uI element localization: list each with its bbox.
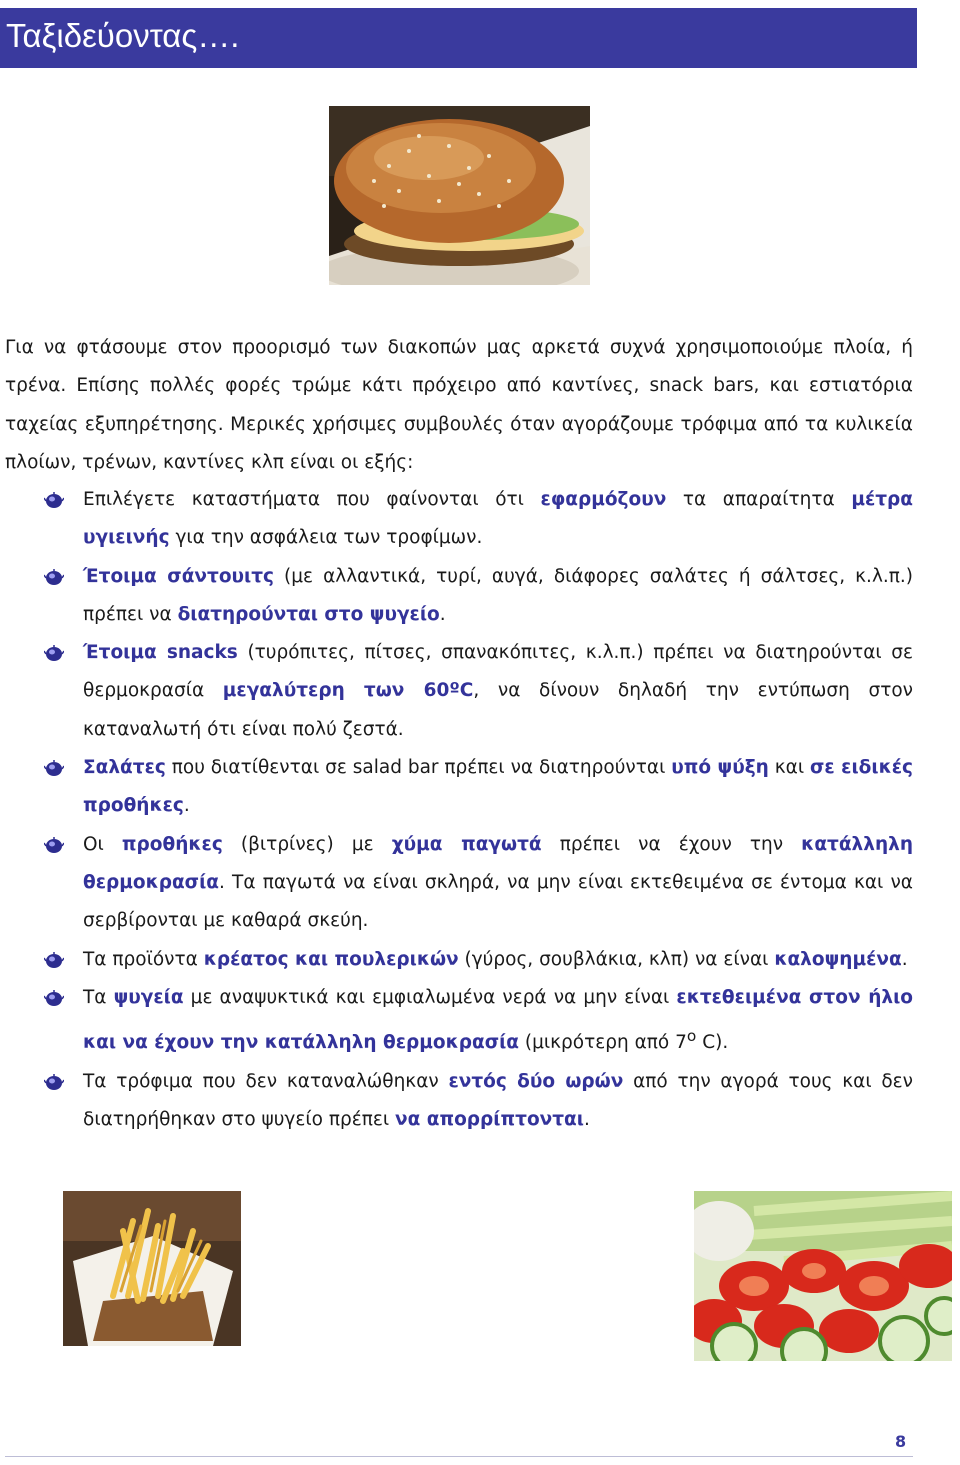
item-highlight: Έτοιμα snacks: [83, 642, 238, 664]
item-highlight: εκτεθειμένα στον ήλιο και να έχουν την κατάλληλη θερμοκρασία: [83, 986, 913, 1054]
item-text: από την αγορά τους και δεν διατηρήθηκαν στο ψυγείο πρέπει: [83, 1070, 913, 1130]
bullet-icon: [44, 952, 64, 970]
burger-photo: [329, 106, 590, 285]
bullet-icon: [44, 990, 64, 1008]
item-highlight: σε ειδικές προθήκες: [83, 757, 913, 817]
salad-photo: [694, 1191, 952, 1361]
item-highlight: χύμα παγωτά: [391, 833, 542, 855]
item-text: (βιτρίνες) με: [222, 833, 392, 855]
item-text: που διατίθενται σε salad bar πρέπει να διατηρούνται: [165, 757, 672, 779]
item-text: Οι: [83, 833, 122, 855]
item-text: με αναψυκτικά και εμφιαλωμένα νερά να μην είναι: [183, 986, 677, 1008]
item-highlight: προθήκες: [121, 833, 223, 855]
item-text: Τα τρόφιμα που δεν καταναλώθηκαν: [83, 1070, 449, 1092]
bullet-icon: [44, 1074, 64, 1092]
item-highlight: Σαλάτες: [83, 757, 166, 779]
item-highlight: ψυγεία: [113, 986, 184, 1008]
bullet-icon: [44, 569, 64, 587]
item-highlight: Έτοιμα σάντουιτς: [83, 565, 275, 587]
list-item: [0, 979, 913, 1063]
bullet-icon: [44, 492, 64, 510]
item-highlight: εφαρμόζουν: [540, 489, 667, 510]
bullet-icon: [44, 645, 64, 663]
bullet-icon: [44, 760, 64, 778]
item-text: . Τα παγωτά να είναι σκληρά, να μην είναι εκτεθειμένα σε έντομα και να σερβίρονται με καθαρά σκεύη.: [83, 871, 913, 932]
list-item: [0, 826, 913, 941]
gyros-fries-photo: [63, 1191, 241, 1346]
degree-superscript: ο: [686, 1027, 697, 1046]
item-highlight: καλοψημένα: [774, 948, 902, 970]
item-text: .: [901, 948, 908, 970]
list-item: [0, 558, 913, 635]
item-text: (γύρος, σουβλάκια, κλπ) να είναι: [458, 948, 775, 970]
item-text: Επιλέγετε καταστήματα που φαίνονται ότι: [83, 489, 541, 510]
item-text: .: [583, 1108, 590, 1130]
list-item: [0, 481, 913, 558]
item-text: .: [183, 795, 190, 817]
bullet-icon: [44, 837, 64, 855]
list-item: [0, 1063, 913, 1140]
list-item: [0, 941, 913, 979]
header-banner: [0, 8, 917, 68]
item-text: .: [439, 603, 446, 625]
item-text: (τυρόπιτες, πίτσες, σπανακόπιτες, κ.λ.π.) πρέπει να διατηρούνται σε θερμοκρασία: [83, 642, 913, 702]
item-highlight: μεγαλύτερη των 60ºC: [222, 680, 474, 702]
footer-divider: [5, 1456, 913, 1457]
item-text: , να δίνουν δηλαδή την εντύπωση στον καταναλωτή ότι είναι πολύ ζεστά.: [83, 680, 913, 740]
item-highlight: μέτρα υγιεινής: [83, 489, 913, 549]
item-text: πρέπει να έχουν την: [541, 833, 802, 855]
item-highlight: κρέατος και πουλερικών: [203, 948, 459, 970]
item-text: (με αλλαντικά, τυρί, αυγά, διάφορες σαλάτες ή σάλτσες, κ.λ.π.) πρέπει να: [83, 565, 914, 625]
item-text: Τα προϊόντα: [83, 948, 204, 970]
item-text: Τα: [83, 986, 114, 1008]
list-item: [0, 634, 913, 749]
item-highlight: να απορρίπτονται: [395, 1108, 584, 1130]
item-highlight: κατάλληλη θερμοκρασία: [83, 833, 914, 893]
intro-paragraph: Για να φτάσουμε στον προορισμό των διακοπών μας αρκετά συχνά χρησιμοποιούμε πλοία, ή τρένα. Επίσης πολλές φορές τρώμε κάτι πρόχειρο από καντίνες, snack bars, και εστιατόρια ταχείας εξυπηρέτησης. Μερικές χρήσιμες συμβουλές όταν αγοράζουμε τρόφιμα από τα κυλικεία πλοίων, τρένων, καντίνες κλπ είναι οι εξής:: [5, 337, 913, 473]
item-text: C).: [696, 1032, 729, 1054]
item-highlight: υπό ψύξη: [671, 757, 769, 779]
list-item: [0, 749, 913, 826]
item-text: και: [768, 757, 810, 779]
page-title: Ταξιδεύοντας….: [6, 17, 240, 54]
item-text: τα απαραίτητα: [666, 489, 852, 510]
item-text: για την ασφάλεια των τροφίμων.: [169, 527, 483, 549]
tips-list: [0, 481, 913, 1139]
item-highlight: διατηρούνται στο ψυγείο: [177, 603, 440, 625]
item-text: (μικρότερη από 7: [519, 1032, 687, 1054]
item-highlight: εντός δύο ωρών: [448, 1070, 624, 1092]
page-number: 8: [895, 1432, 907, 1451]
